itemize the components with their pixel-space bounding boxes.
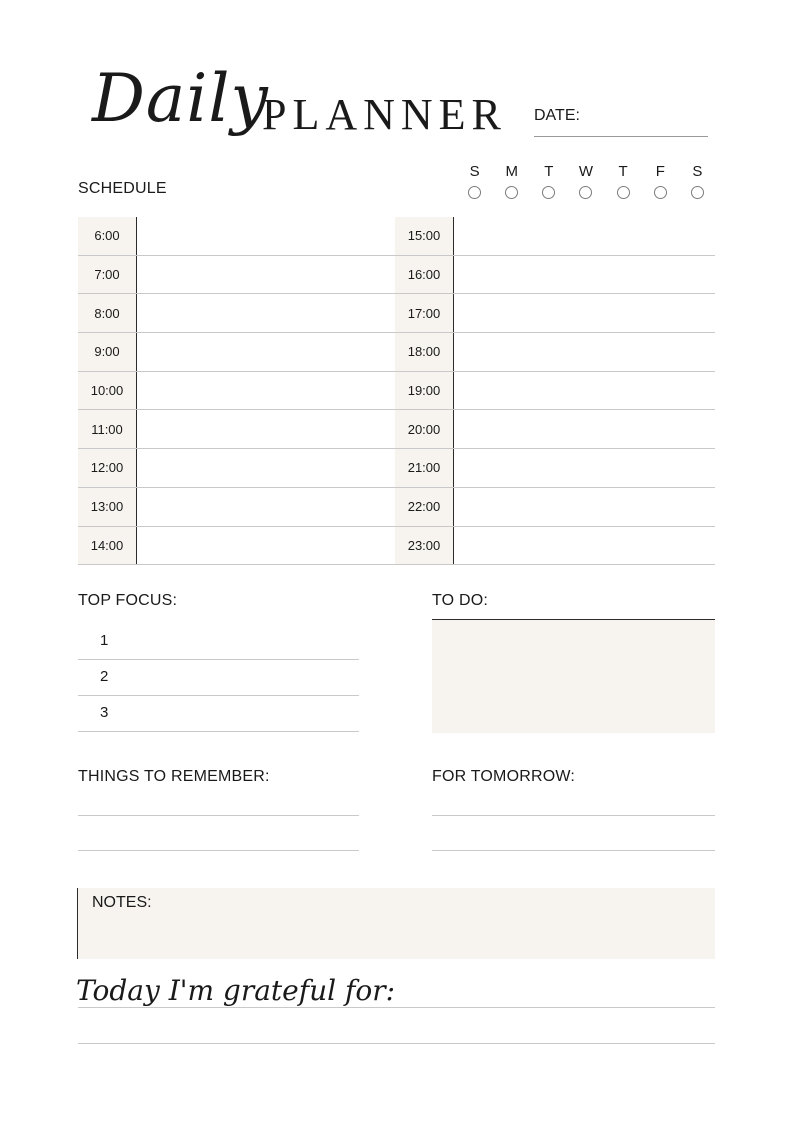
schedule-row[interactable] — [395, 488, 715, 527]
day-sunday — [456, 163, 493, 199]
title-script: Daily — [92, 60, 269, 137]
schedule-row[interactable] — [395, 217, 715, 256]
time-label: 23:00 — [395, 527, 454, 565]
schedule-row[interactable] — [395, 294, 715, 333]
day-saturday — [679, 163, 716, 199]
schedule-row[interactable] — [78, 372, 398, 411]
time-label: 9:00 — [78, 333, 137, 371]
focus-item[interactable] — [78, 696, 359, 732]
time-label: 21:00 — [395, 449, 454, 487]
day-letter: M — [505, 163, 518, 180]
focus-item[interactable] — [78, 660, 359, 696]
day-letter: S — [469, 163, 480, 180]
title-planner: PLANNER — [262, 90, 507, 139]
schedule-row[interactable] — [78, 527, 398, 566]
day-checkbox[interactable] — [654, 186, 667, 199]
schedule-row[interactable] — [395, 333, 715, 372]
time-label: 22:00 — [395, 488, 454, 526]
day-checkbox[interactable] — [579, 186, 592, 199]
day-thursday — [605, 163, 642, 199]
focus-number: 3 — [100, 704, 109, 721]
schedule-row[interactable] — [395, 256, 715, 295]
time-label: 11:00 — [78, 410, 137, 448]
time-label: 14:00 — [78, 527, 137, 565]
time-label: 17:00 — [395, 294, 454, 332]
time-label: 7:00 — [78, 256, 137, 294]
grateful-label: Today I'm grateful for: — [76, 974, 396, 1007]
remember-line[interactable] — [78, 850, 359, 851]
schedule-row[interactable] — [78, 333, 398, 372]
time-label: 16:00 — [395, 256, 454, 294]
day-letter: S — [692, 163, 703, 180]
focus-number: 1 — [100, 632, 109, 649]
schedule-left-column — [78, 217, 398, 565]
schedule-row[interactable] — [78, 488, 398, 527]
day-checkbox[interactable] — [468, 186, 481, 199]
grateful-line[interactable] — [78, 1007, 715, 1008]
tomorrow-line[interactable] — [432, 850, 715, 851]
schedule-row[interactable] — [395, 410, 715, 449]
grateful-line[interactable] — [78, 1043, 715, 1044]
day-checkbox[interactable] — [617, 186, 630, 199]
notes-label: NOTES: — [92, 894, 152, 911]
tomorrow-line[interactable] — [432, 815, 715, 816]
day-monday — [493, 163, 530, 199]
time-label: 12:00 — [78, 449, 137, 487]
time-label: 8:00 — [78, 294, 137, 332]
schedule-right-column — [395, 217, 715, 565]
schedule-row[interactable] — [78, 410, 398, 449]
time-label: 19:00 — [395, 372, 454, 410]
schedule-row[interactable] — [78, 294, 398, 333]
day-checkbox[interactable] — [505, 186, 518, 199]
remember-line[interactable] — [78, 815, 359, 816]
day-friday — [642, 163, 679, 199]
day-checkbox[interactable] — [691, 186, 704, 199]
focus-item[interactable] — [78, 624, 359, 660]
day-letter: W — [578, 163, 594, 180]
day-letter: T — [544, 163, 554, 180]
schedule-row[interactable] — [78, 217, 398, 256]
day-letter: T — [618, 163, 628, 180]
schedule-row[interactable] — [395, 372, 715, 411]
schedule-label: SCHEDULE — [78, 180, 167, 197]
time-label: 20:00 — [395, 410, 454, 448]
schedule-row[interactable] — [78, 256, 398, 295]
day-wednesday — [567, 163, 604, 199]
remember-label: THINGS TO REMEMBER: — [78, 768, 270, 785]
time-label: 10:00 — [78, 372, 137, 410]
time-label: 18:00 — [395, 333, 454, 371]
time-label: 13:00 — [78, 488, 137, 526]
day-selector — [456, 163, 716, 199]
day-tuesday — [530, 163, 567, 199]
date-label: DATE: — [534, 107, 580, 124]
tomorrow-label: FOR TOMORROW: — [432, 768, 576, 785]
time-label: 15:00 — [395, 217, 454, 255]
todo-label: TO DO: — [432, 592, 489, 609]
notes-area[interactable] — [77, 888, 715, 959]
focus-number: 2 — [100, 668, 109, 685]
day-letter: F — [655, 163, 665, 180]
date-input-line[interactable] — [534, 136, 708, 137]
schedule-row[interactable] — [78, 449, 398, 488]
schedule-row[interactable] — [395, 527, 715, 566]
todo-area[interactable] — [432, 619, 715, 733]
top-focus-label: TOP FOCUS: — [78, 592, 178, 609]
time-label: 6:00 — [78, 217, 137, 255]
day-checkbox[interactable] — [542, 186, 555, 199]
schedule-row[interactable] — [395, 449, 715, 488]
